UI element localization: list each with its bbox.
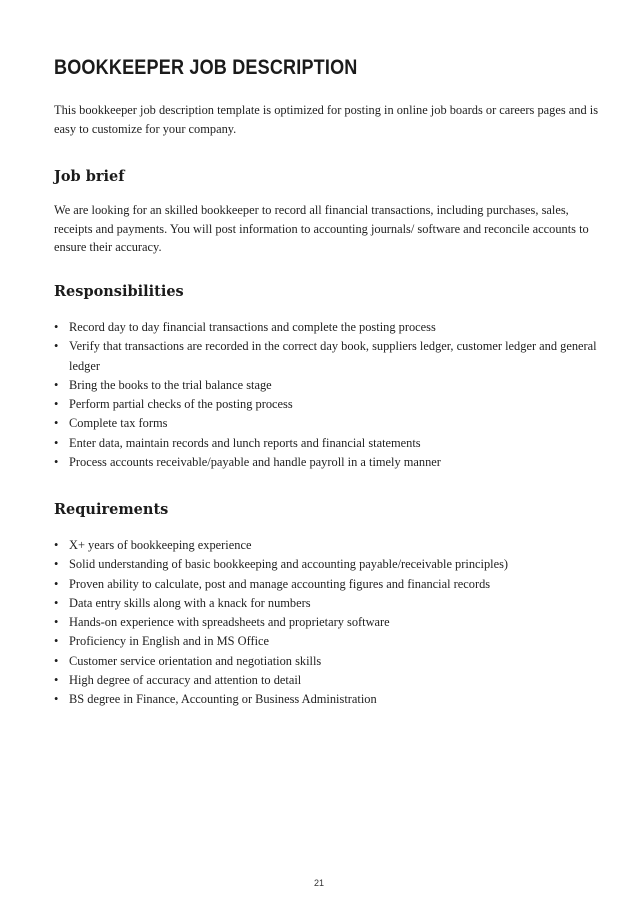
- list-item-text: Customer service orientation and negotiation skills: [69, 653, 322, 668]
- intro-paragraph: This bookkeeper job description template is optimized for posting in online job boards or careers pages and is easy to customize for your company.: [54, 103, 599, 136]
- list-item-text: Solid understanding of basic bookkeeping and accounting payable/receivable principles): [69, 557, 509, 572]
- responsibilities-heading: Responsibilities: [54, 283, 184, 300]
- list-item: [54, 395, 614, 414]
- bullet-icon: •: [54, 397, 59, 412]
- bullet-icon: •: [54, 595, 59, 610]
- bullet-icon: •: [54, 557, 59, 572]
- list-item-text: Hands-on experience with spreadsheets and proprietary software: [69, 615, 390, 630]
- list-item-text: Process accounts receivable/payable and handle payroll in a timely manner: [69, 455, 441, 470]
- list-item: [54, 414, 614, 433]
- list-item-text: Complete tax forms: [69, 416, 168, 431]
- requirements-heading: Requirements: [54, 501, 169, 518]
- bullet-icon: •: [54, 377, 59, 392]
- bullet-icon: •: [54, 416, 59, 431]
- list-item-text: Bring the books to the trial balance stage: [69, 377, 272, 392]
- list-item: [54, 318, 614, 337]
- bullet-icon: •: [54, 692, 59, 707]
- bullet-icon: •: [54, 320, 59, 334]
- bullet-icon: •: [54, 435, 59, 450]
- bullet-icon: •: [54, 538, 59, 552]
- list-item-text: Proficiency in English and in MS Office: [69, 634, 270, 649]
- list-item-text: Proven ability to calculate, post and manage accounting figures and financial records: [69, 576, 491, 591]
- list-item: [54, 690, 614, 709]
- bullet-icon: •: [54, 634, 59, 649]
- requirements-list: [54, 536, 614, 710]
- list-item-text: Verify that transactions are recorded in the correct day book, suppliers ledger, customer ledger and general ledger: [69, 339, 597, 373]
- page-number: 21: [313, 878, 324, 888]
- bullet-icon: •: [54, 673, 59, 688]
- list-item: [54, 376, 614, 395]
- bullet-icon: •: [54, 615, 59, 630]
- list-item: [54, 652, 614, 671]
- job-brief-paragraph: We are looking for an skilled bookkeeper to record all financial transactions, including purchases, sales, receipts and payments. You will post information to accounting journals/ software and reconcile accounts to ensure their accuracy.: [54, 203, 589, 254]
- list-item-text: Record day to day financial transactions and complete the posting process: [69, 320, 436, 334]
- list-item-text: BS degree in Finance, Accounting or Business Administration: [69, 692, 377, 707]
- bullet-icon: •: [54, 576, 59, 591]
- list-item: [54, 613, 614, 632]
- list-item: [54, 632, 614, 651]
- bullet-icon: •: [54, 653, 59, 668]
- page-title: BOOKKEEPER JOB DESCRIPTION: [54, 56, 358, 79]
- list-item: [54, 337, 614, 376]
- bullet-icon: •: [54, 339, 59, 354]
- list-item-text: X+ years of bookkeeping experience: [69, 538, 252, 552]
- job-brief-heading: Job brief: [54, 168, 125, 185]
- list-item: [54, 536, 614, 555]
- list-item: [54, 434, 614, 453]
- list-item: [54, 453, 614, 472]
- list-item: [54, 671, 614, 690]
- list-item-text: Perform partial checks of the posting process: [69, 397, 293, 412]
- list-item: [54, 575, 614, 594]
- list-item-text: High degree of accuracy and attention to detail: [69, 673, 302, 688]
- list-item-text: Data entry skills along with a knack for numbers: [69, 595, 311, 610]
- list-item-text: Enter data, maintain records and lunch reports and financial statements: [69, 435, 421, 450]
- bullet-icon: •: [54, 455, 59, 470]
- list-item: [54, 594, 614, 613]
- list-item: [54, 555, 614, 574]
- responsibilities-list: [54, 318, 614, 472]
